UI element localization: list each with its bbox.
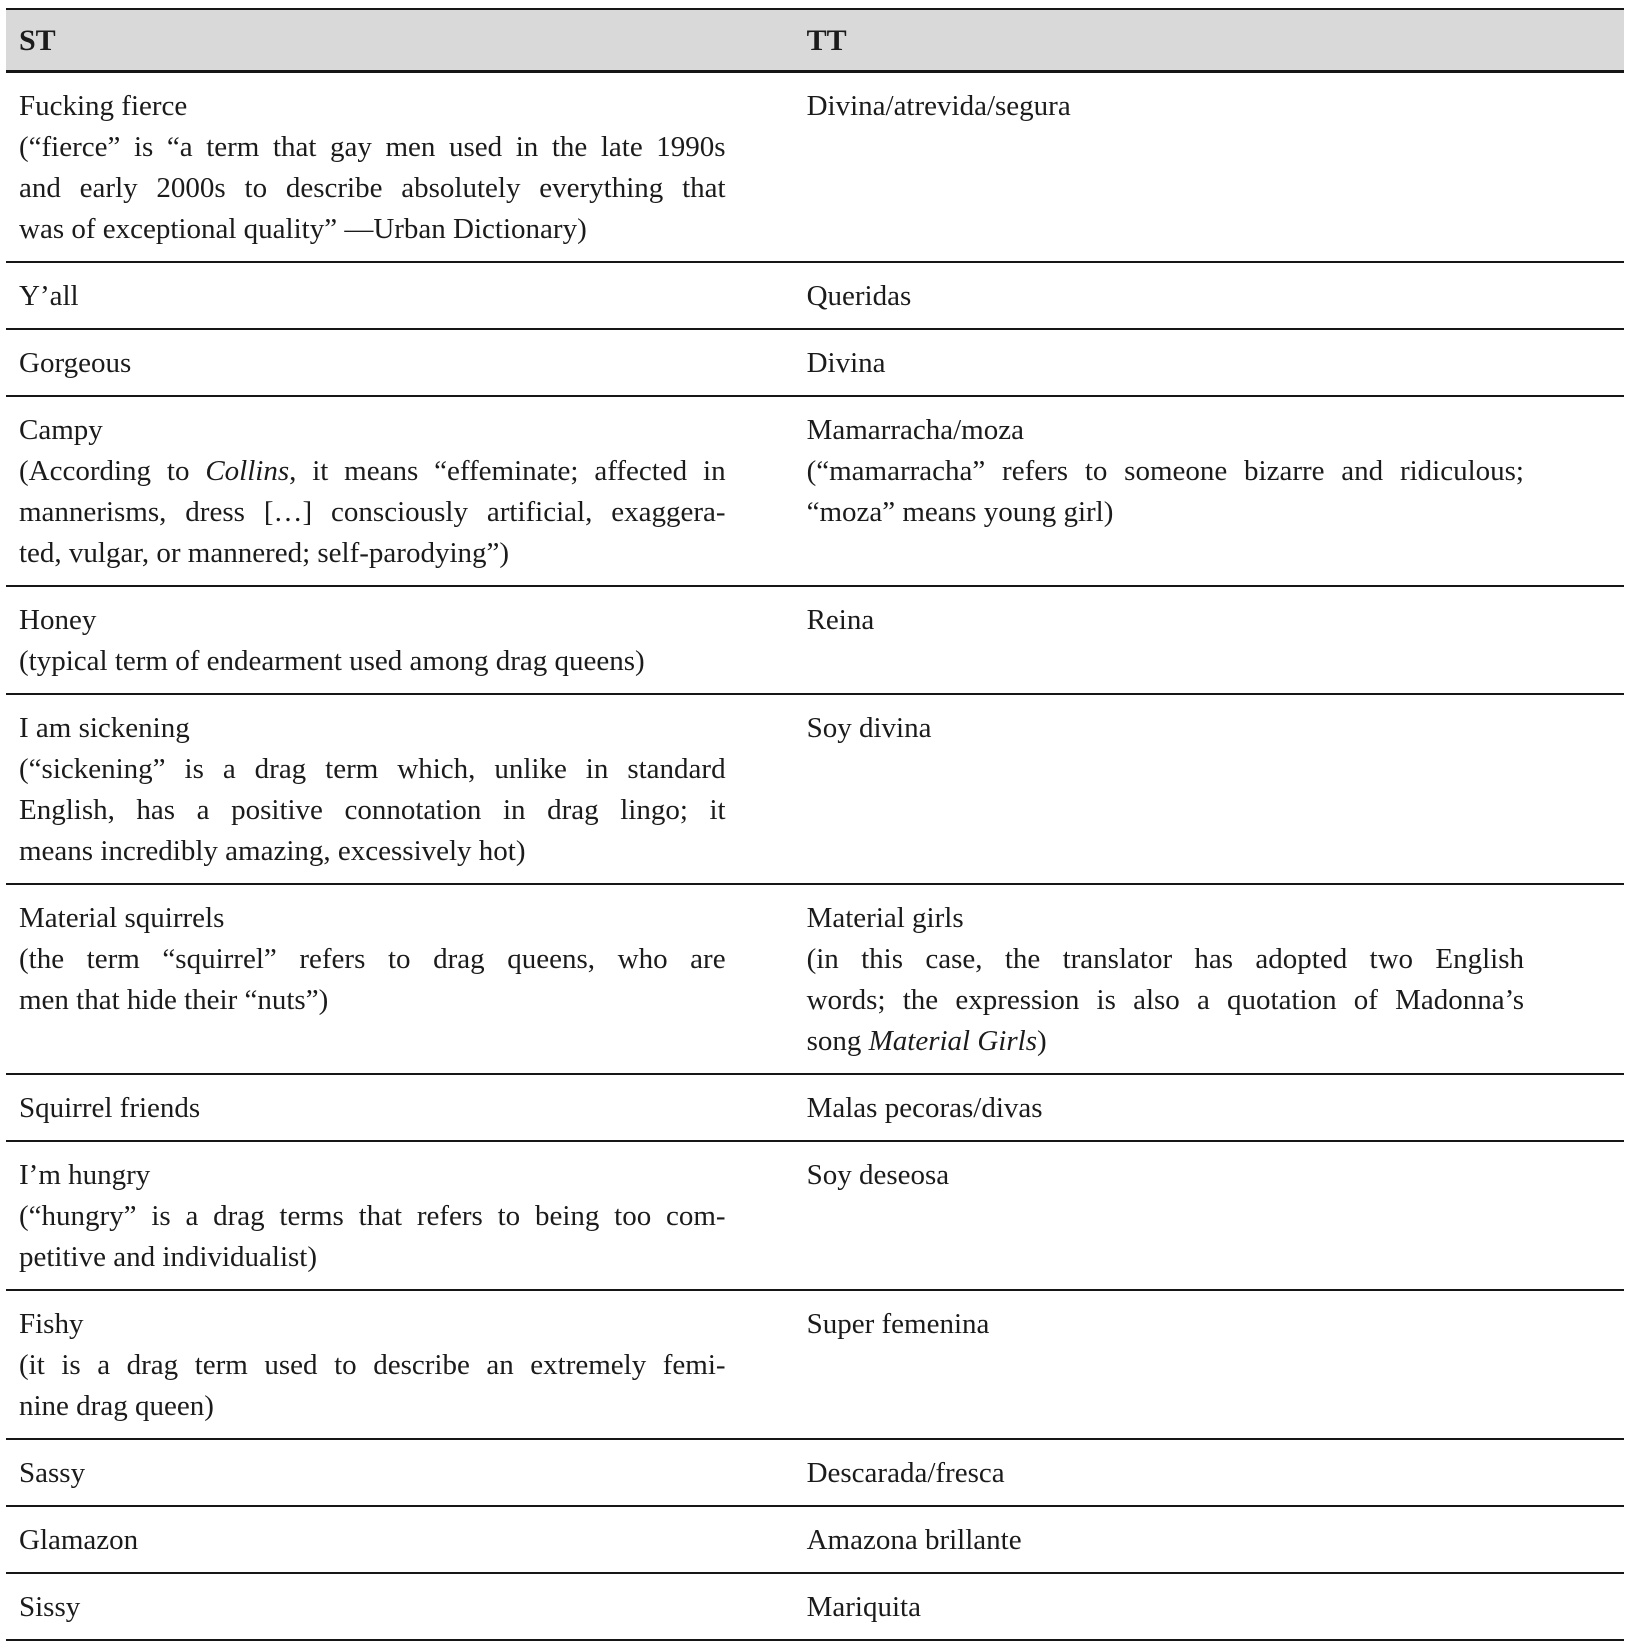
tt-cell	[796, 587, 1624, 693]
tt-cell	[796, 263, 1624, 328]
st-cell	[6, 1507, 796, 1572]
st-cell	[6, 695, 796, 883]
term-text: Queridas	[806, 280, 912, 312]
table-row	[6, 885, 1624, 1075]
table-row	[6, 1440, 1624, 1507]
table-body	[6, 73, 1624, 1641]
st-cell	[6, 587, 796, 693]
term-text: Soy divina	[806, 712, 932, 744]
table-row	[6, 1574, 1624, 1641]
term-text: Soy deseosa	[806, 1159, 950, 1191]
term-note: petitive and individualist)	[19, 1241, 318, 1273]
st-cell	[6, 330, 796, 395]
term-text: Honey	[19, 604, 97, 636]
table-row	[6, 73, 1624, 263]
term-note: men that hide their “nuts”)	[19, 984, 329, 1016]
table-row	[6, 1507, 1624, 1574]
table-row	[6, 1142, 1624, 1291]
table-row	[6, 695, 1624, 885]
term-text: Divina/atrevida/segura	[806, 90, 1071, 122]
term-note: song Material Girls)	[806, 1025, 1047, 1057]
term-text: Gorgeous	[19, 347, 132, 379]
term-note: words; the expression is also a quotation of Madonna’s	[806, 984, 1524, 1016]
table-row	[6, 1291, 1624, 1440]
term-note: mannerisms, dress […] consciously artificial, exaggera-	[19, 496, 726, 528]
table-row	[6, 1075, 1624, 1142]
tt-cell	[796, 1291, 1624, 1438]
term-text: I am sickening	[19, 712, 190, 744]
term-note: means incredibly amazing, excessively hot)	[19, 835, 526, 867]
term-note: (“fierce” is “a term that gay men used in the late 1990s	[19, 131, 726, 163]
term-note: English, has a positive connotation in drag lingo; it	[19, 794, 726, 826]
term-note: ted, vulgar, or mannered; self-parodying”)	[19, 537, 510, 569]
term-note: “moza” means young girl)	[806, 496, 1114, 528]
st-cell	[6, 73, 796, 261]
term-text: Material girls	[806, 902, 964, 934]
term-note: and early 2000s to describe absolutely everything that	[19, 172, 726, 204]
tt-cell	[796, 397, 1624, 585]
translation-table	[6, 8, 1624, 1641]
st-cell	[6, 1574, 796, 1639]
tt-cell	[796, 1574, 1624, 1639]
term-text: Reina	[806, 604, 875, 636]
table-row	[6, 330, 1624, 397]
term-note: (“mamarracha” refers to someone bizarre and ridiculous;	[806, 455, 1524, 487]
term-note: (typical term of endearment used among drag queens)	[19, 645, 645, 677]
table-row	[6, 397, 1624, 587]
tt-cell	[796, 330, 1624, 395]
term-note: (it is a drag term used to describe an extremely femi-	[19, 1349, 726, 1381]
term-text: I’m hungry	[19, 1159, 151, 1191]
term-note: nine drag queen)	[19, 1390, 214, 1422]
table-header-row	[6, 8, 1624, 73]
term-note: (“hungry” is a drag terms that refers to being too com-	[19, 1200, 726, 1232]
st-cell	[6, 1075, 796, 1140]
term-note: (“sickening” is a drag term which, unlike in standard	[19, 753, 726, 785]
term-text: Glamazon	[19, 1524, 139, 1556]
term-text: Malas pecoras/divas	[806, 1092, 1043, 1124]
term-text: Descarada/fresca	[806, 1457, 1005, 1489]
term-text: Squirrel friends	[19, 1092, 201, 1124]
term-note: (the term “squirrel” refers to drag queens, who are	[19, 943, 726, 975]
column-header-tt: TT	[806, 24, 847, 57]
table-row	[6, 587, 1624, 695]
term-text: Sassy	[19, 1457, 86, 1489]
term-text: Sissy	[19, 1591, 81, 1623]
term-text: Mamarracha/moza	[806, 414, 1024, 446]
tt-cell	[796, 695, 1624, 883]
tt-cell	[796, 73, 1624, 261]
term-text: Y’all	[19, 280, 79, 312]
term-note: (According to Collins, it means “effeminate; affected in	[19, 455, 726, 487]
term-text: Fishy	[19, 1308, 84, 1340]
term-text: Mariquita	[806, 1591, 921, 1623]
tt-cell	[796, 885, 1624, 1073]
st-cell	[6, 1440, 796, 1505]
term-text: Super femenina	[806, 1308, 990, 1340]
column-header-st: ST	[19, 24, 56, 57]
table-row	[6, 263, 1624, 330]
st-cell	[6, 885, 796, 1073]
st-cell	[6, 263, 796, 328]
term-text: Material squirrels	[19, 902, 225, 934]
term-text: Amazona brillante	[806, 1524, 1022, 1556]
tt-cell	[796, 1440, 1624, 1505]
term-note: was of exceptional quality” —Urban Dictionary)	[19, 213, 587, 245]
tt-cell	[796, 1142, 1624, 1289]
term-text: Divina	[806, 347, 886, 379]
tt-cell	[796, 1075, 1624, 1140]
st-cell	[6, 1291, 796, 1438]
term-text: Campy	[19, 414, 103, 446]
term-note: (in this case, the translator has adopted two English	[806, 943, 1524, 975]
st-cell	[6, 1142, 796, 1289]
term-text: Fucking fierce	[19, 90, 188, 122]
st-cell	[6, 397, 796, 585]
tt-cell	[796, 1507, 1624, 1572]
